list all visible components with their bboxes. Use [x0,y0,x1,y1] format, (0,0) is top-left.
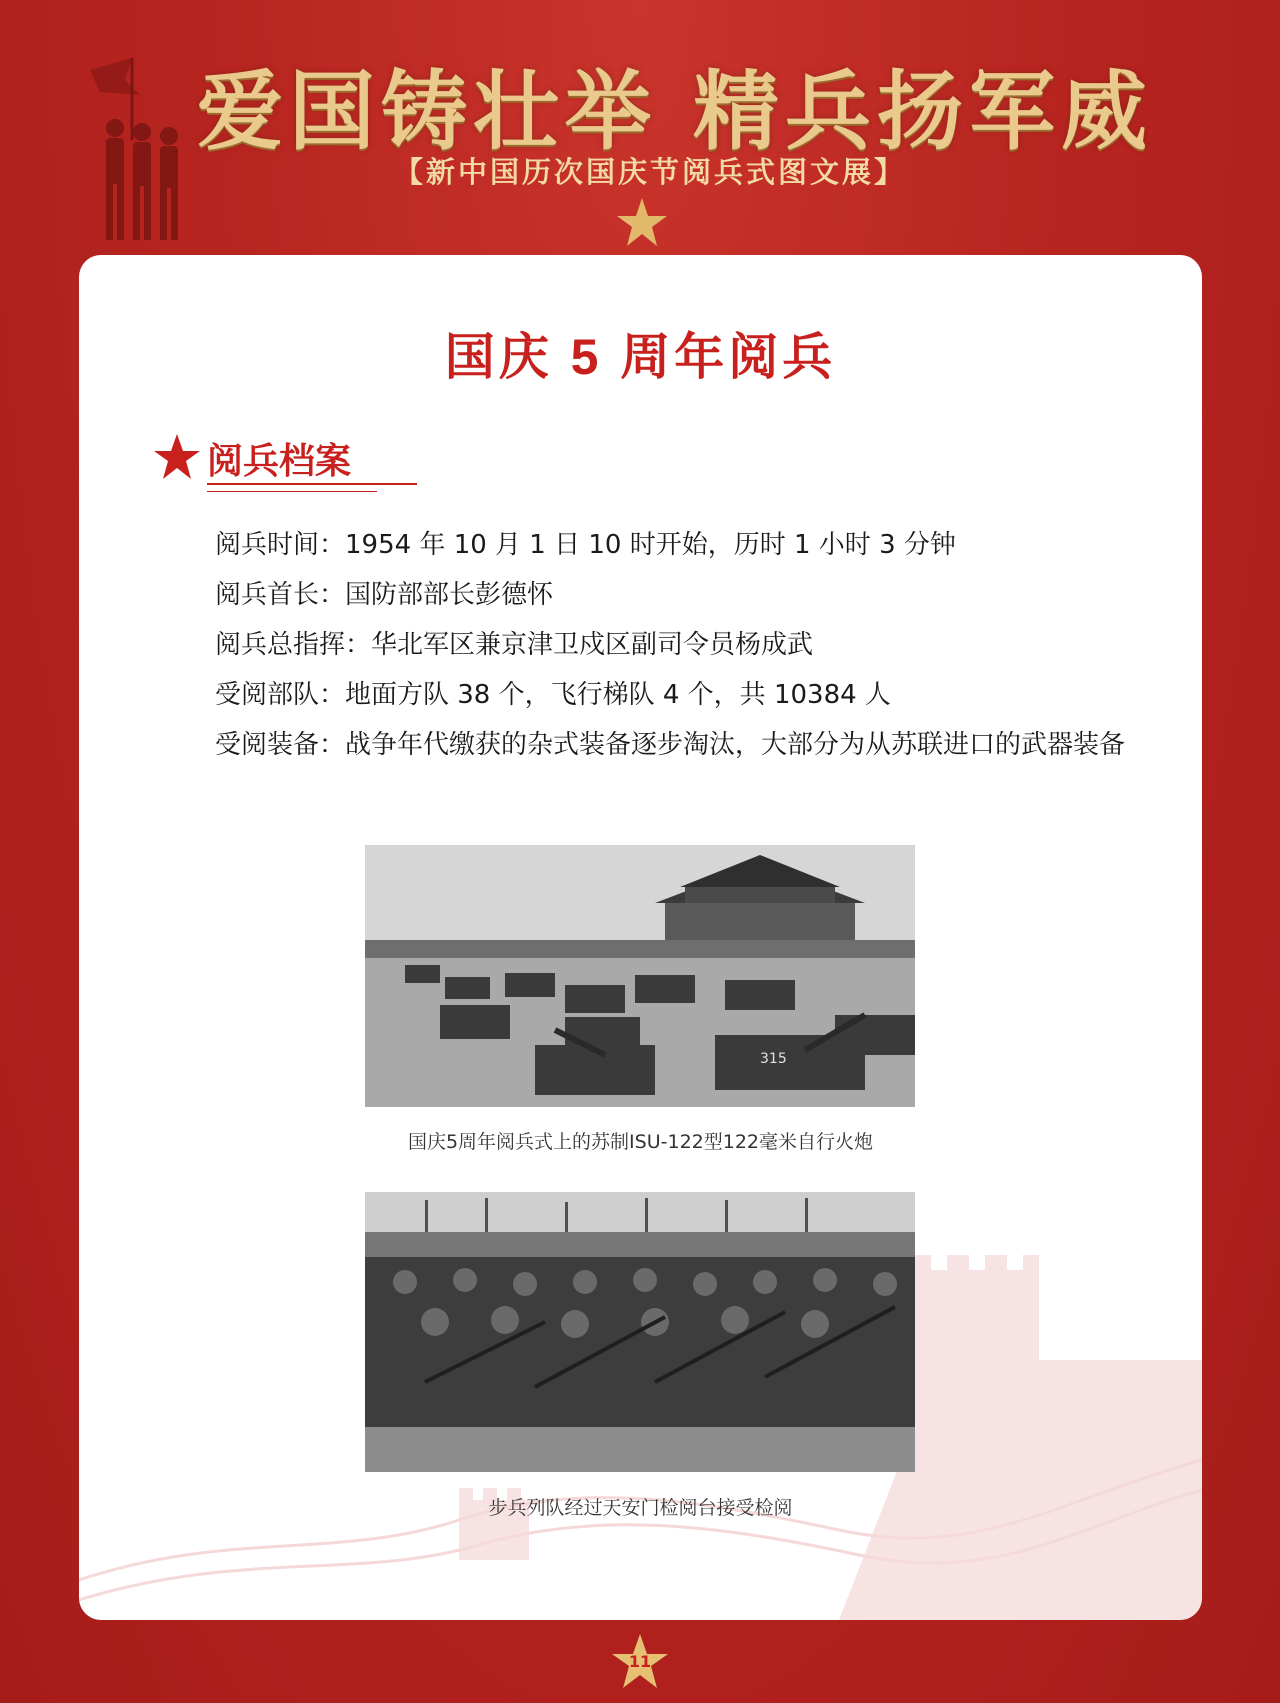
equipment-line: 受阅装备：战争年代缴获的杂式装备逐步淘汰，大部分为从苏联进口的武器装备 [215,730,1126,760]
section-underline [207,483,417,485]
self-propelled-gun-photo [365,845,915,1107]
archive-text [153,520,1202,770]
review-time-line: 阅兵时间：1954 年 10 月 1 日 10 时开始，历时 1 小时 3 分钟 [215,530,956,560]
section-label: 阅兵档案 [207,440,352,481]
photo-caption: 国庆5周年阅兵式上的苏制ISU-122型122毫米自行火炮 [407,1131,874,1153]
photo-caption: 步兵列队经过天安门检阅台接受检阅 [488,1497,793,1519]
infantry-march-photo [365,1192,915,1472]
commander-line: 阅兵总指挥：华北军区兼京津卫戍区副司令员杨成武 [215,630,814,660]
page-number: 11 [628,1652,652,1671]
star-icon [615,196,669,250]
svg-text:315: 315 [760,1051,787,1067]
content-card [79,255,1202,1620]
troops-line: 受阅部队：地面方队 38 个，飞行梯队 4 个，共 10384 人 [215,680,891,710]
section-heading [153,427,423,487]
page-title: 国庆 5 周年阅兵 [444,329,837,385]
section-star-icon [153,433,201,481]
subtitle: 【新中国历次国庆节阅兵式图文展】 [393,155,906,189]
review-chief-line: 阅兵首长：国防部部长彭德怀 [215,580,554,610]
section-underline-thin [207,491,377,492]
main-title: 爱国铸壮举 精兵扬军威 [197,61,1153,162]
